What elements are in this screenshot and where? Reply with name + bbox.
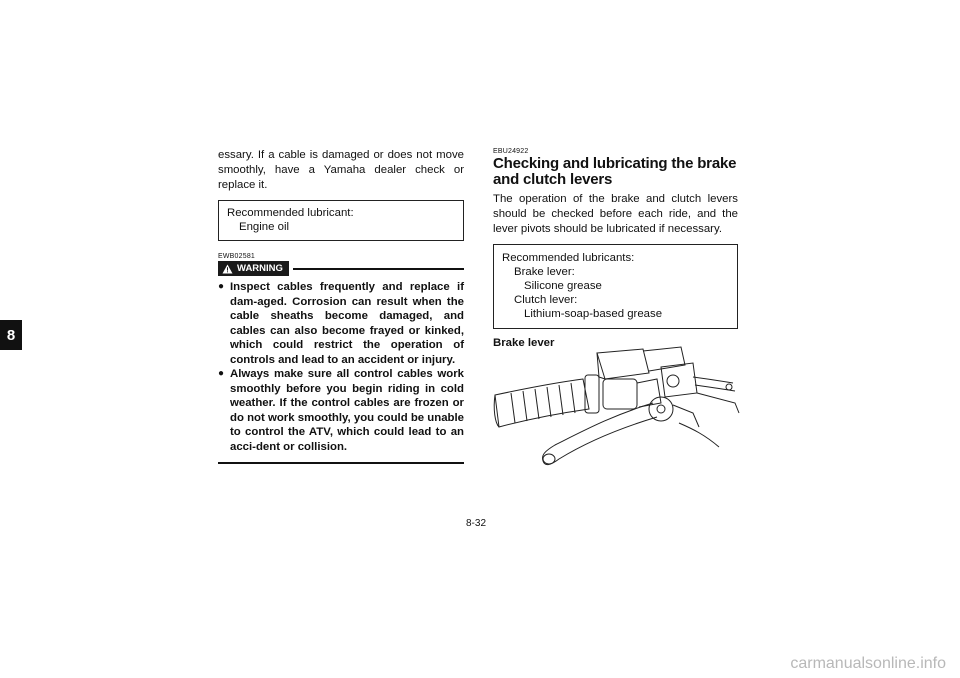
warning-item <box>218 280 464 367</box>
brake-lever-label: Brake lever: <box>514 266 575 278</box>
warning-label: WARNING <box>237 263 283 274</box>
cable-intro-text: essary. If a cable is damaged or does not move smoothly, have a Yamaha dealer check or replace it. <box>218 149 464 191</box>
chapter-tab: 8 <box>0 320 22 350</box>
warning-item-text: Inspect cables frequently and replace if dam-aged. Corrosion can result when the cable sheaths become damaged, and cables can also become frayed or kinked, which could restrict the operation of controls and lead to an accident or injury. <box>230 281 464 366</box>
clutch-lever-label: Clutch lever: <box>514 294 578 306</box>
warning-header <box>218 261 464 276</box>
clutch-lever-lubricant: Lithium-soap-based grease <box>524 308 663 320</box>
bullet-icon: ● <box>218 281 225 292</box>
brake-lever-illustration <box>493 343 743 483</box>
lubricants-box <box>493 244 738 329</box>
bullet-icon: ● <box>218 368 225 379</box>
lever-intro-text: The operation of the brake and clutch levers should be checked before each ride, and the lever pivots should be lubricated if necessary. <box>493 193 738 235</box>
brake-lever-lubricant: Silicone grease <box>524 280 602 292</box>
lubricant-value: Engine oil <box>239 221 290 233</box>
warning-end-rule <box>218 462 464 464</box>
page-number: 8-32 <box>466 518 487 529</box>
warning-list <box>218 280 464 454</box>
left-column <box>218 148 464 464</box>
lubricant-title: Recommended lubricant: <box>227 207 354 219</box>
warning-badge <box>218 261 289 276</box>
section-heading: Checking and lubricating the brake and clutch levers <box>493 155 737 188</box>
brake-lever-subheading: Brake lever <box>493 337 555 349</box>
watermark: carmanualsonline.info <box>790 655 946 672</box>
section-code: EBU24922 <box>493 148 529 155</box>
warning-item-text: Always make sure all control cables work smoothly before you begin riding in cold weather. If the control cables are frozen or do not work smoothly, you could be unable to control the ATV, which could lead to an acci-dent or collision. <box>230 368 464 453</box>
warning-code: EWB02581 <box>218 253 256 260</box>
warning-item <box>218 367 464 454</box>
warning-triangle-icon <box>222 264 233 274</box>
lubricants-title: Recommended lubricants: <box>502 252 635 264</box>
warning-rule <box>293 268 464 270</box>
lubricant-box <box>218 200 464 241</box>
right-column <box>493 148 738 349</box>
